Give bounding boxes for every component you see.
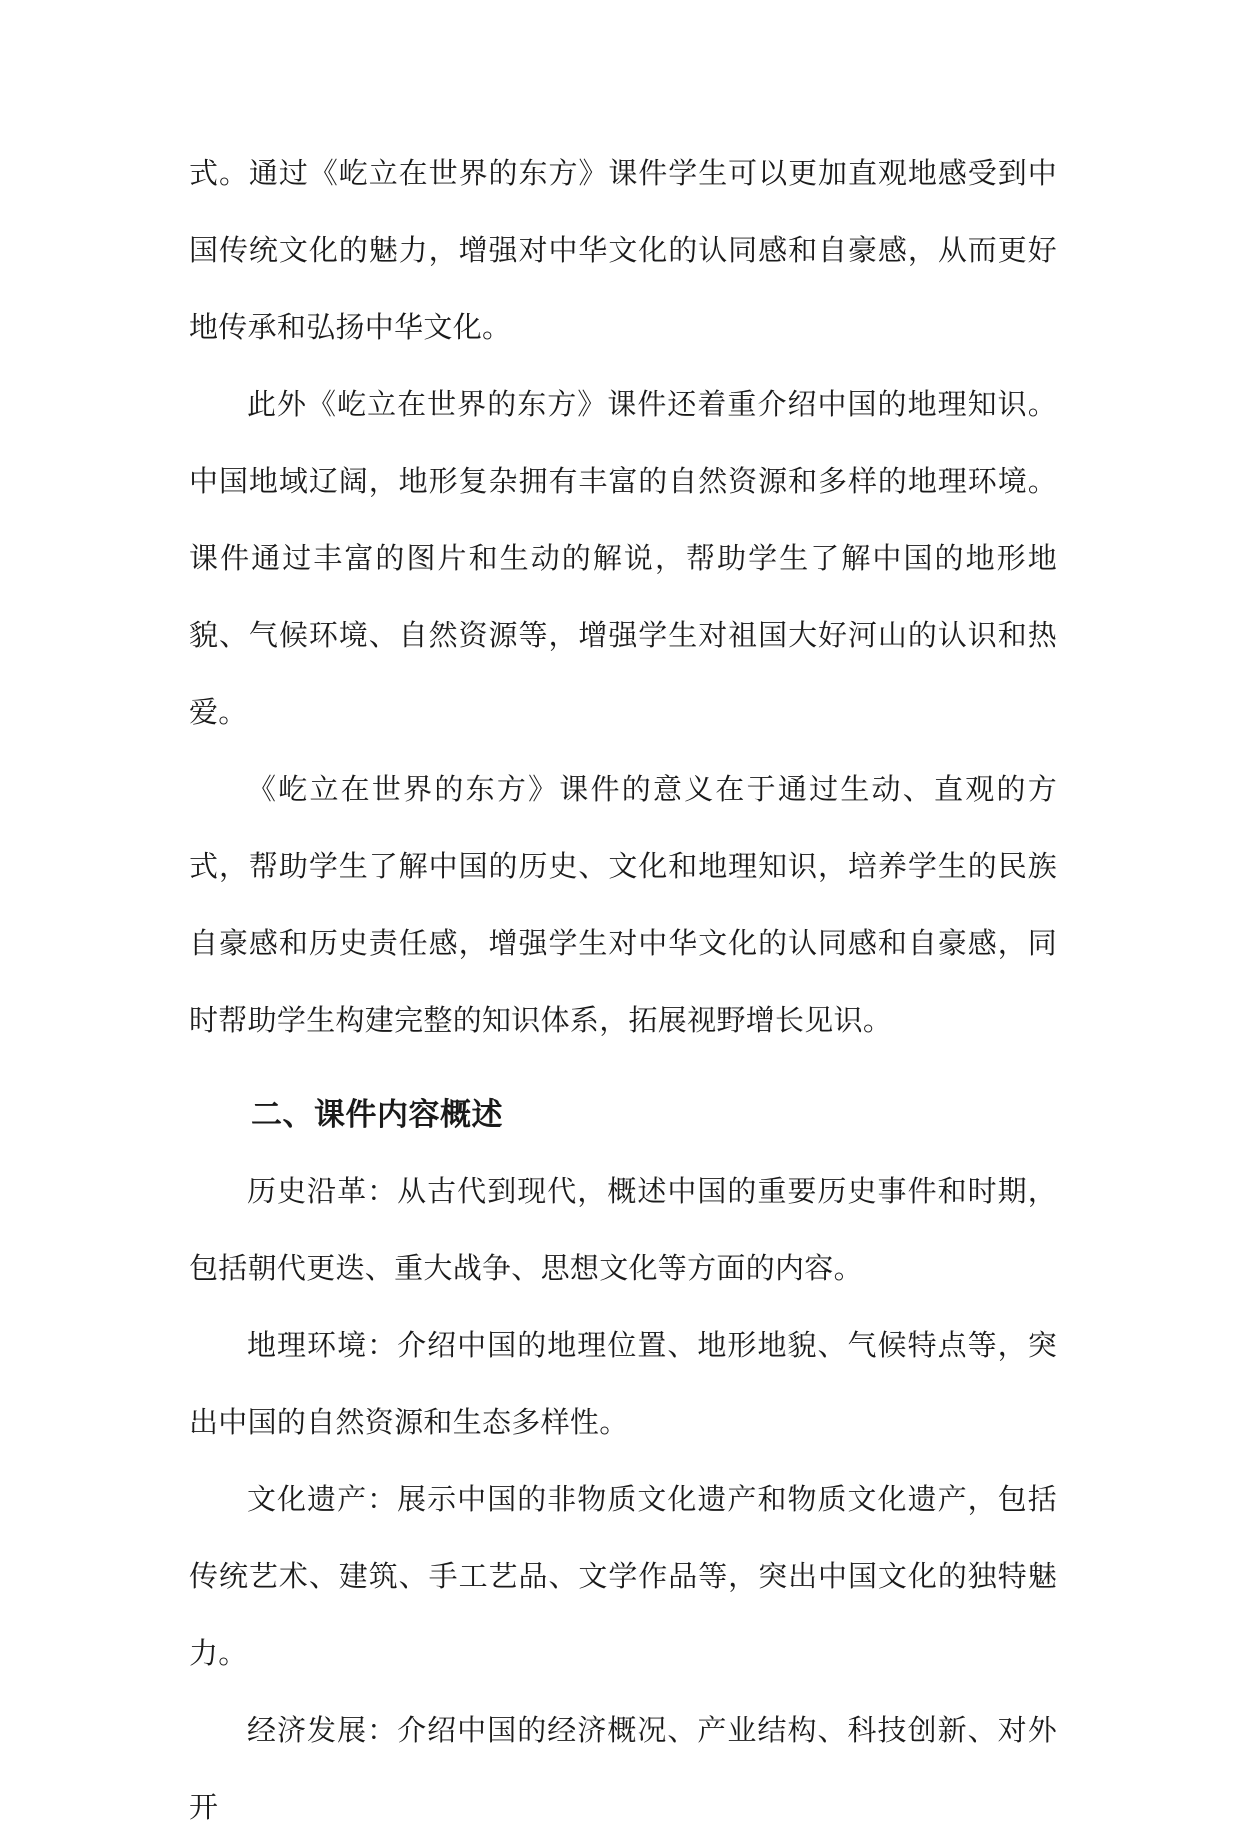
paragraph-courseware-significance: 《屹立在世界的东方》课件的意义在于通过生动、直观的方式，帮助学生了解中国的历史、文化和地理知识，培养学生的民族自豪感和历史责任感，增强学生对中华文化的认同感和自豪感，同时帮助学生构建完整的知识体系，拓展视野增长见识。 xyxy=(189,772,1057,1037)
document-body xyxy=(189,135,1057,1846)
paragraph-continuation: 式。通过《屹立在世界的东方》课件学生可以更加直观地感受到中国传统文化的魅力，增强对中华文化的认同感和自豪感，从而更好地传承和弘扬中华文化。 xyxy=(189,156,1057,344)
paragraph-history: 历史沿革：从古代到现代，概述中国的重要历史事件和时期，包括朝代更迭、重大战争、思想文化等方面的内容。 xyxy=(189,1174,1057,1285)
paragraph-geography-environment: 地理环境：介绍中国的地理位置、地形地貌、气候特点等，突出中国的自然资源和生态多样性。 xyxy=(189,1328,1057,1439)
paragraph-economic-development: 经济发展：介绍中国的经济概况、产业结构、科技创新、对外开 xyxy=(189,1713,1057,1824)
paragraph-geography-knowledge: 此外《屹立在世界的东方》课件还着重介绍中国的地理知识。中国地域辽阔，地形复杂拥有丰富的自然资源和多样的地理环境。课件通过丰富的图片和生动的解说，帮助学生了解中国的地形地貌、气候环境、自然资源等，增强学生对祖国大好河山的认识和热爱。 xyxy=(189,387,1057,729)
section-heading: 二、课件内容概述 xyxy=(251,1097,503,1133)
paragraph-cultural-heritage: 文化遗产：展示中国的非物质文化遗产和物质文化遗产，包括传统艺术、建筑、手工艺品、文学作品等，突出中国文化的独特魅力。 xyxy=(189,1482,1057,1670)
